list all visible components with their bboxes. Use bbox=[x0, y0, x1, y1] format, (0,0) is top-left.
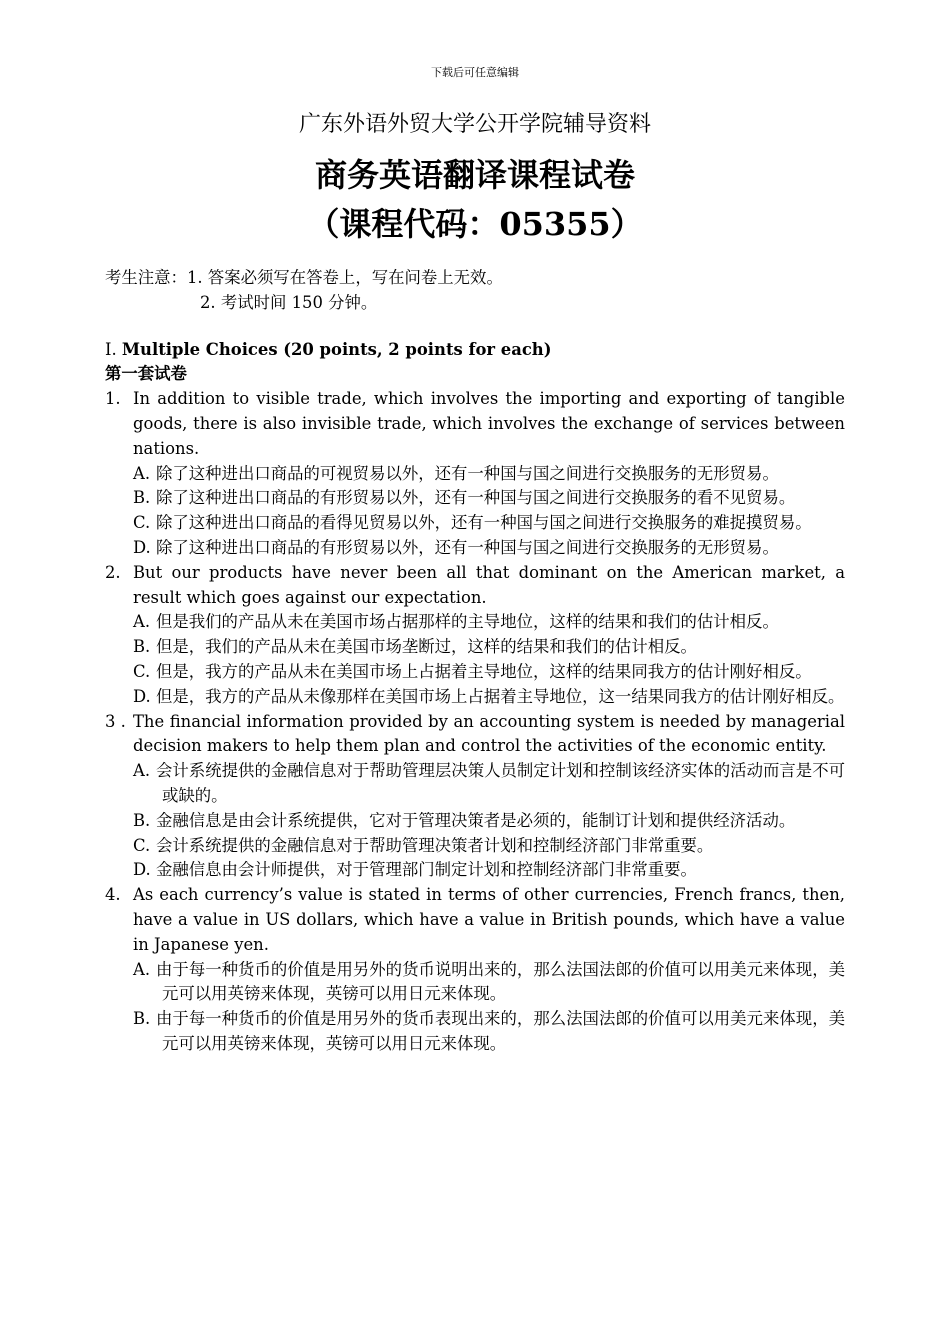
note-line-1 bbox=[105, 266, 845, 291]
question-text: As each currency’s value is stated in terms of other currencies, French francs, then, have a value in US dollars, which have a value in British pounds, which have a value in Japanese yen. bbox=[133, 885, 845, 954]
answer-option bbox=[105, 486, 845, 511]
option-label: C. bbox=[133, 835, 151, 855]
option-text: 会计系统提供的金融信息对于帮助管理决策者计划和控制经济部门非常重要。 bbox=[156, 835, 714, 855]
option-text: 但是我们的产品从未在美国市场占据那样的主导地位，这样的结果和我们的估计相反。 bbox=[156, 612, 779, 632]
answer-option bbox=[105, 511, 845, 536]
set-title: 第一套试卷 bbox=[105, 364, 187, 384]
notes-label: 考生注意： bbox=[105, 268, 187, 287]
question-item bbox=[105, 561, 845, 611]
note-item: 2. 考试时间 150 分钟。 bbox=[200, 292, 378, 312]
answer-option bbox=[105, 635, 845, 660]
question-number: 4. bbox=[105, 885, 121, 905]
option-label: A. bbox=[133, 761, 151, 781]
option-text: 会计系统提供的金融信息对于帮助管理层决策人员制定计划和控制该经济实体的活动而言是不可或缺的。 bbox=[156, 761, 845, 805]
question-text: In addition to visible trade, which involves the importing and exporting of tangible goods, there is also invisible trade, which involves the exchange of services between nations. bbox=[133, 389, 845, 458]
answer-option bbox=[105, 660, 845, 685]
question-number: 1. bbox=[105, 389, 121, 409]
option-label: A. bbox=[133, 463, 151, 483]
answer-option bbox=[105, 858, 845, 883]
answer-option bbox=[105, 610, 845, 635]
option-text: 除了这种进出口商品的有形贸易以外，还有一种国与国之间进行交换服务的看不见贸易。 bbox=[156, 488, 796, 508]
answer-option bbox=[105, 834, 845, 859]
option-text: 金融信息由会计师提供，对于管理部门制定计划和控制经济部门非常重要。 bbox=[156, 860, 697, 880]
option-text: 但是，我方的产品从未像那样在美国市场上占据着主导地位，这一结果同我方的估计刚好相反。 bbox=[156, 686, 845, 706]
note-line-2 bbox=[105, 291, 845, 316]
option-label: B. bbox=[133, 810, 151, 830]
question-number: 3 . bbox=[105, 711, 126, 731]
answer-option bbox=[105, 759, 845, 809]
question-list bbox=[105, 387, 845, 1057]
option-label: D. bbox=[133, 686, 151, 706]
option-text: 由于每一种货币的价值是用另外的货币表现出来的，那么法国法郎的价值可以用美元来体现，美元可以用英镑来体现，英镑可以用日元来体现。 bbox=[156, 1009, 845, 1053]
option-label: D. bbox=[133, 537, 151, 557]
question-text: But our products have never been all that dominant on the American market, a result which goes against our expectation. bbox=[133, 562, 845, 607]
answer-option bbox=[105, 685, 845, 710]
document-subtitle: 广东外语外贸大学公开学院辅导资料 bbox=[298, 112, 651, 137]
note-item: 1. 答案必须写在答卷上，写在问卷上无效。 bbox=[186, 268, 503, 287]
option-label: B. bbox=[133, 488, 151, 508]
section-label: Multiple Choices (20 points, 2 points for each) bbox=[121, 339, 552, 359]
document-body bbox=[105, 266, 845, 1057]
option-text: 除了这种进出口商品的可视贸易以外，还有一种国与国之间进行交换服务的无形贸易。 bbox=[156, 463, 779, 483]
question-number: 2. bbox=[105, 562, 121, 582]
answer-option bbox=[105, 536, 845, 561]
option-label: B. bbox=[133, 637, 151, 657]
exam-notes bbox=[105, 266, 845, 316]
answer-option bbox=[105, 1007, 845, 1057]
question-item bbox=[105, 387, 845, 461]
option-label: C. bbox=[133, 513, 151, 533]
question-text: The financial information provided by an accounting system is needed by managerial decision makers to help them plan and control the activities of the economic entity. bbox=[133, 711, 845, 756]
answer-option bbox=[105, 958, 845, 1008]
answer-option bbox=[105, 462, 845, 487]
option-text: 但是，我们的产品从未在美国市场垄断过，这样的结果和我们的估计相反。 bbox=[156, 637, 697, 657]
answer-option bbox=[105, 809, 845, 834]
section-heading bbox=[105, 338, 845, 363]
option-text: 金融信息是由会计系统提供，它对于管理决策者是必须的，能制订计划和提供经济活动。 bbox=[156, 810, 796, 830]
question-item bbox=[105, 883, 845, 957]
option-text: 但是，我方的产品从未在美国市场上占据着主导地位，这样的结果同我方的估计刚好相反。 bbox=[156, 661, 812, 681]
option-text: 除了这种进出口商品的有形贸易以外，还有一种国与国之间进行交换服务的无形贸易。 bbox=[156, 537, 779, 557]
option-label: C. bbox=[133, 661, 151, 681]
header-note: 下载后可任意编辑 bbox=[431, 66, 519, 79]
question-item bbox=[105, 710, 845, 760]
option-label: B. bbox=[133, 1009, 151, 1029]
option-label: D. bbox=[133, 860, 151, 880]
section-number: I. bbox=[105, 339, 117, 359]
option-text: 除了这种进出口商品的看得见贸易以外，还有一种国与国之间进行交换服务的难捉摸贸易。 bbox=[156, 513, 812, 533]
course-code: （课程代码：05355） bbox=[307, 205, 643, 243]
option-label: A. bbox=[133, 612, 151, 632]
option-text: 由于每一种货币的价值是用另外的货币说明出来的，那么法国法郎的价值可以用美元来体现，美元可以用英镑来体现，英镑可以用日元来体现。 bbox=[156, 959, 845, 1004]
option-label: A. bbox=[133, 959, 151, 979]
document-title: 商务英语翻译课程试卷 bbox=[314, 156, 635, 194]
